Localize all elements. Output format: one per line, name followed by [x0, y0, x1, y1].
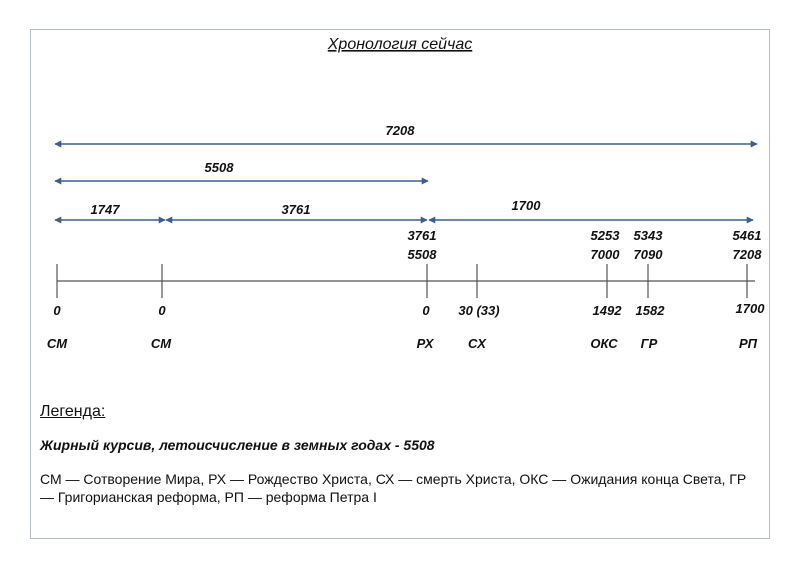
span-label-1747: 1747	[90, 202, 120, 217]
year-rp: 1700	[735, 301, 765, 316]
count-gr-top: 5343	[633, 228, 663, 243]
year-sm-2: 0	[158, 303, 166, 318]
legend-text: СМ — Сотворение Мира, РХ — Рождество Христа, СХ — смерть Христа, ОКС — Ожидания конца Света, ГР — Григорианская реформа, РП — реформа Петра I	[40, 471, 747, 505]
count-oks-top: 5253	[590, 228, 620, 243]
span-arrows	[55, 123, 757, 220]
abbr-oks: ОКС	[590, 336, 618, 351]
count-rp-top: 5461	[732, 228, 762, 243]
abbr-rp: РП	[738, 336, 758, 351]
count-oks-bottom: 7000	[590, 247, 620, 262]
event-counts	[408, 228, 763, 262]
abbr-sm-1: СМ	[46, 336, 68, 351]
abbr-gr: ГР	[640, 336, 658, 351]
legend-bold-note: Жирный курсив, летоисчисление в земных годах - 5508	[40, 437, 435, 453]
abbr-sm-2: СМ	[150, 336, 172, 351]
year-sx: 30 (33)	[458, 303, 500, 318]
count-rp-bottom: 7208	[732, 247, 762, 262]
count-rx-bottom: 5508	[407, 247, 437, 262]
year-gr: 1582	[635, 303, 665, 318]
abbr-sx: СХ	[468, 336, 486, 351]
year-sm-1: 0	[53, 303, 61, 318]
legend-heading: Легенда:	[40, 403, 106, 420]
event-abbreviations	[47, 336, 758, 351]
year-rx: 0	[422, 303, 430, 318]
span-label-1700: 1700	[511, 198, 541, 213]
year-oks: 1492	[592, 303, 622, 318]
span-label-3761: 3761	[281, 202, 311, 217]
span-label-7208: 7208	[385, 123, 415, 138]
diagram-title: Хронология сейчас	[327, 36, 473, 53]
abbr-rx: РХ	[416, 336, 434, 351]
span-label-5508: 5508	[204, 160, 234, 175]
event-years	[53, 301, 765, 318]
count-rx-top: 3761	[407, 228, 437, 243]
count-gr-bottom: 7090	[633, 247, 663, 262]
